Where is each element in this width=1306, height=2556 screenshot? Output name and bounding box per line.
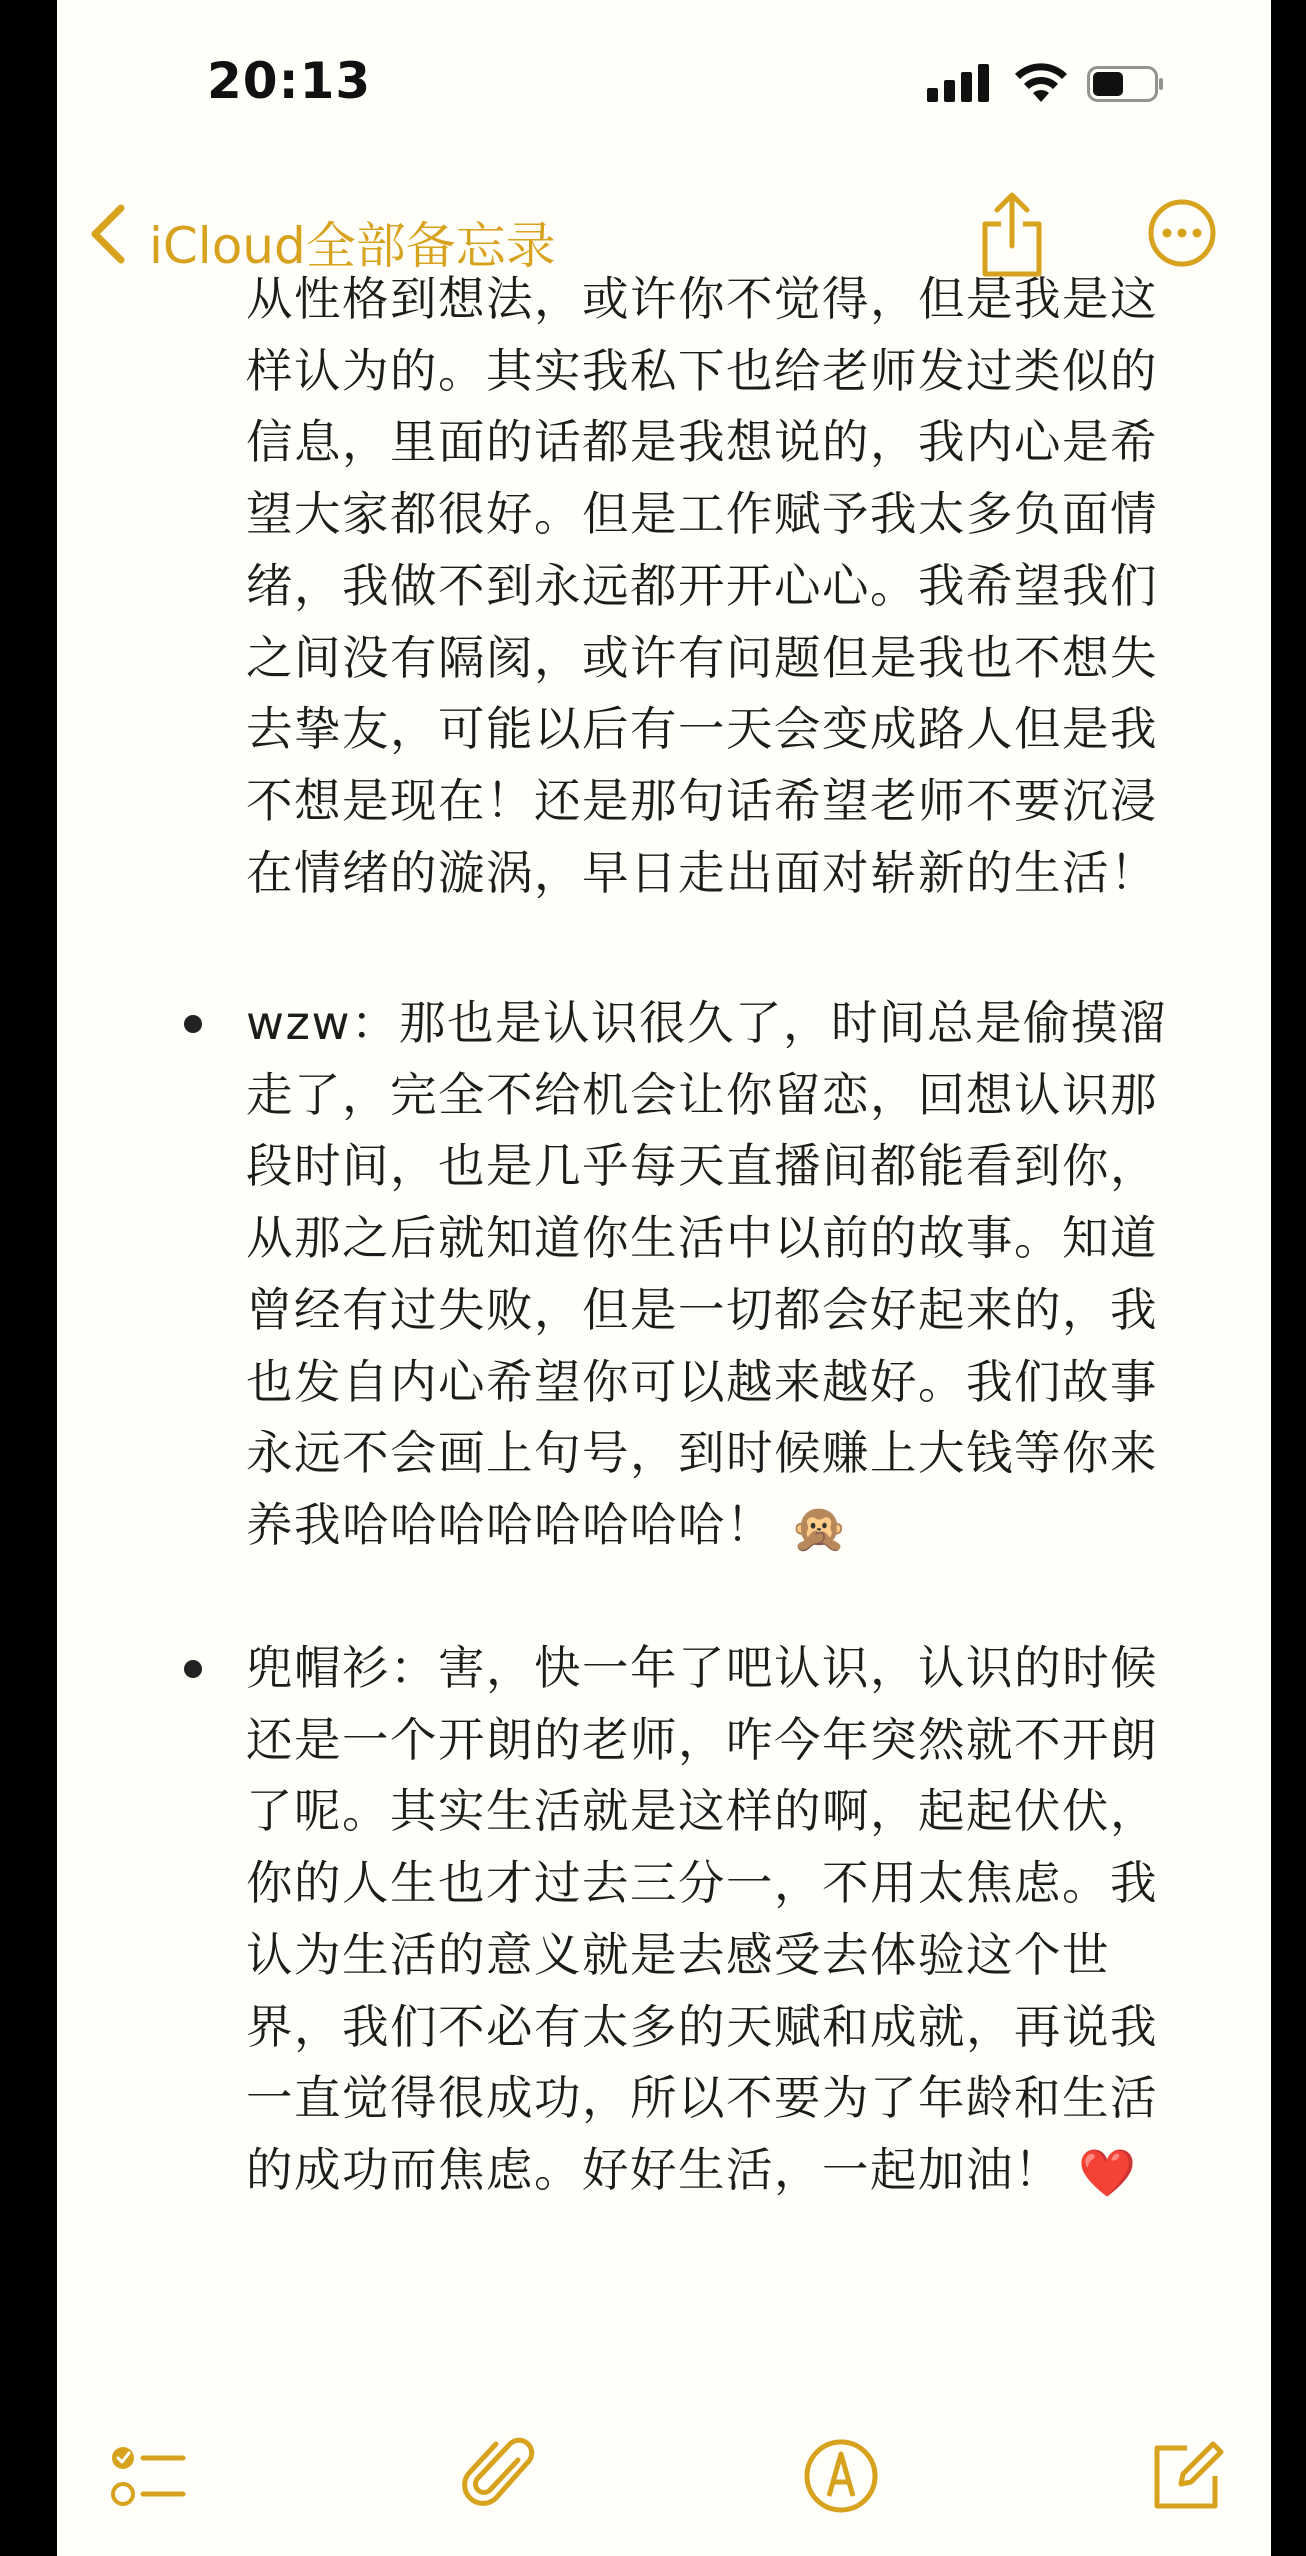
text-line: 信息，里面的话都是我想说的，我内心是希	[246, 415, 1158, 470]
chevron-left-icon[interactable]	[85, 202, 129, 266]
intro-paragraph	[246, 264, 1186, 909]
text-segment: 养我哈哈哈哈哈哈哈哈！	[246, 1497, 774, 1552]
compose-icon[interactable]	[1147, 2436, 1227, 2516]
text-line: 绪，我做不到永远都开开心心。我希望我们	[246, 558, 1158, 613]
status-time: 20:13	[207, 52, 372, 110]
bottom-toolbar	[57, 2410, 1271, 2556]
text-line: 走了，完全不给机会让你留恋，回想认识那	[246, 1067, 1158, 1122]
text-line: 还是一个开朗的老师，咋今年突然就不开朗	[246, 1712, 1158, 1767]
text-line: 了呢。其实生活就是这样的啊，起起伏伏，	[246, 1784, 1158, 1839]
text-line: 曾经有过失败，但是一切都会好起来的，我	[246, 1282, 1158, 1337]
intro-paragraph-clip	[57, 272, 1271, 902]
text-line: 不想是现在！还是那句话希望老师不要沉浸	[246, 773, 1158, 828]
text-line: 望大家都很好。但是工作赋予我太多负面情	[246, 487, 1158, 542]
text-line: 从性格到想法，或许你不觉得，但是我是这	[246, 272, 1158, 326]
text-line: 认为生活的意义就是去感受去体验这个世	[246, 1927, 1110, 1982]
text-line: 一直觉得很成功，所以不要为了年龄和生活	[246, 2071, 1158, 2126]
text-line: 在情绪的漩涡，早日走出面对崭新的生活！	[246, 845, 1158, 900]
text-line: 你的人生也才过去三分一，不用太焦虑。我	[246, 1856, 1158, 1911]
text-line: 也发自内心希望你可以越来越好。我们故事	[246, 1354, 1158, 1409]
text-line: 界，我们不必有太多的天赋和成就，再说我	[246, 1999, 1158, 2054]
wifi-icon	[1012, 58, 1070, 106]
text-line: 去挚友，可能以后有一天会变成路人但是我	[246, 702, 1158, 757]
markup-pen-icon[interactable]	[801, 2436, 881, 2516]
heart-emoji-icon: ❤️	[1078, 2145, 1138, 2200]
paperclip-icon[interactable]	[462, 2436, 542, 2516]
bullet-dot	[184, 1015, 202, 1033]
share-icon[interactable]	[977, 190, 1047, 280]
status-bar	[57, 0, 1271, 180]
bullet-item-wzw	[246, 988, 1186, 1564]
back-button[interactable]: iCloud全部备忘录	[149, 217, 556, 275]
text-line: 之间没有隔阂，或许有问题但是我也不想失	[246, 630, 1158, 685]
text-line: 兜帽衫：害，快一年了吧认识，认识的时候	[246, 1641, 1158, 1695]
text-segment: 的成功而焦虑。好好生活，一起加油！	[246, 2142, 1062, 2197]
notes-screen	[57, 0, 1271, 2556]
text-line: 样认为的。其实我私下也给老师发过类似的	[246, 343, 1158, 398]
text-line: wzw：那也是认识很久了，时间总是偷摸溜	[246, 996, 1167, 1050]
bullet-dot	[184, 1660, 202, 1678]
text-line: 永远不会画上句号，到时候赚上大钱等你来	[246, 1426, 1158, 1481]
text-line: 段时间，也是几乎每天直播间都能看到你，	[246, 1139, 1158, 1194]
more-circle-icon[interactable]	[1147, 198, 1217, 268]
text-line	[246, 1490, 1186, 1564]
monkey-emoji-icon: 🙊	[790, 1500, 850, 1555]
text-line: 从那之后就知道你生活中以前的故事。知道	[246, 1211, 1158, 1266]
cellular-signal-icon	[927, 62, 991, 102]
battery-icon	[1087, 66, 1165, 102]
text-line	[246, 2135, 1186, 2209]
navigation-bar	[57, 180, 1271, 300]
bullet-item-doumaoshan	[246, 1633, 1186, 2209]
checklist-icon[interactable]	[109, 2436, 189, 2516]
